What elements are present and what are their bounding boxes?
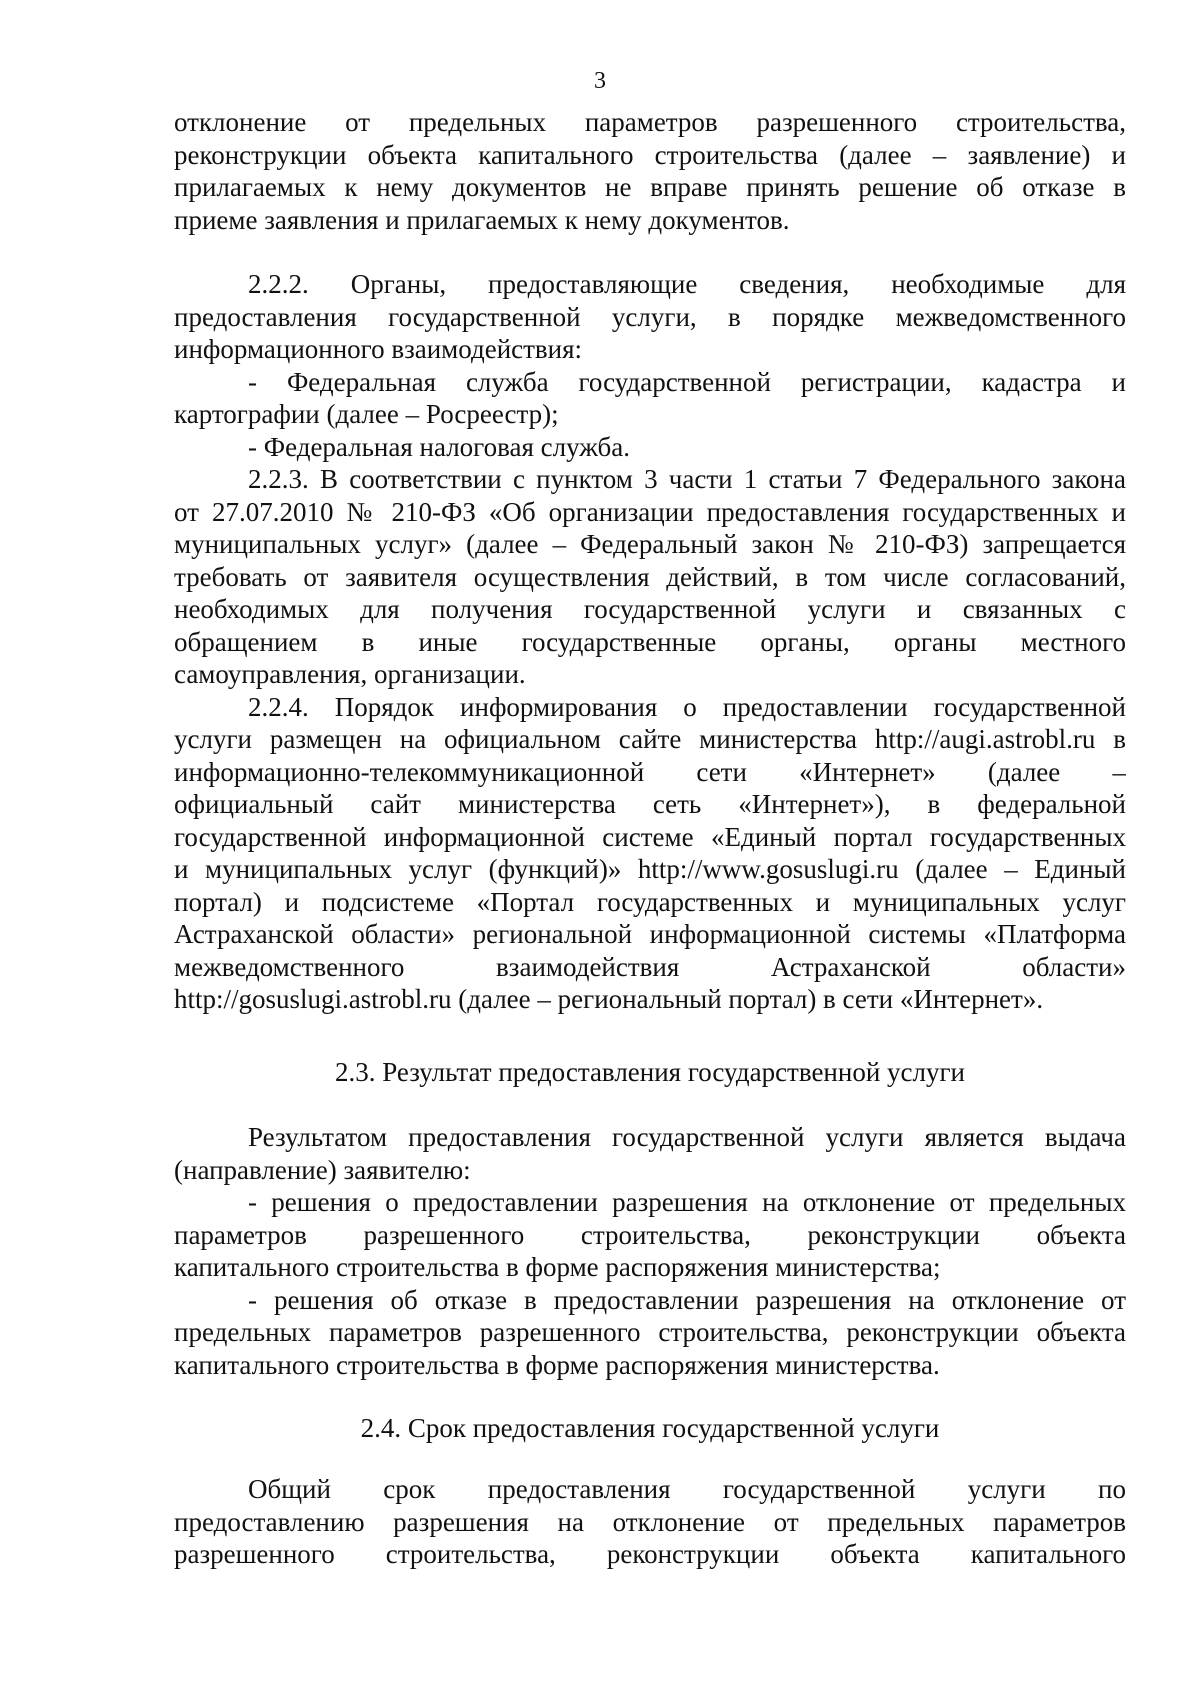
section-2-3-text [174,1121,1126,1381]
text-line: - решения о предоставлении разрешения на отклонение от предельных [248,1187,1126,1217]
text-line: Результатом предоставления государственной услуги является выдача [248,1122,1126,1152]
text-line: муниципальных услуг» (далее – Федеральный закон № 210-ФЗ) запрещается [174,529,1126,559]
text-line: приеме заявления и прилагаемых к нему документов. [174,204,790,235]
text-line: и муниципальных услуг (функций)» http://www.gosuslugi.ru (далее – Единый [174,854,1126,884]
paragraph-application-refusal [174,106,1126,236]
text-line: предоставлению разрешения на отклонение от предельных параметров [174,1506,1126,1537]
text-line: картографии (далее – Росреестр); [174,399,559,429]
text-line: услуги размещен на официальном сайте министерства http://augi.astrobl.ru в [174,724,1126,754]
text-line: государственной информационной системе «Единый портал государственных [174,821,1126,852]
section-2-2-items [174,268,1126,1016]
text-line: http://gosuslugi.astrobl.ru (далее – региональный портал) в сети «Интернет». [174,984,1044,1014]
text-line: 2.2.2. Органы, предоставляющие сведения, необходимые для [248,269,1126,299]
text-line: от 27.07.2010 № 210-ФЗ «Об организации предоставления государственных и [174,496,1126,527]
text-line: параметров разрешенного строительства, реконструкции объекта [174,1219,1126,1250]
text-line: требовать от заявителя осуществления действий, в том числе согласований, [174,561,1126,592]
text-line: Общий срок предоставления государственной услуги по [248,1474,1126,1504]
text-line: предоставления государственной услуги, в порядке межведомственного [174,301,1126,332]
text-line: информационно-телекоммуникационной сети «Интернет» (далее – [174,756,1126,787]
text-line: отклонение от предельных параметров разрешенного строительства, [174,107,1126,137]
text-line: (направление) заявителю: [174,1154,471,1185]
text-line: прилагаемых к нему документов не вправе принять решение об отказе в [174,172,1126,202]
text-line: - решения об отказе в предоставлении разрешения на отклонение от [248,1284,1126,1315]
text-line: официальный сайт министерства сеть «Интернет»), в федеральной [174,789,1126,819]
text-line: Астраханской области» региональной информационной системы «Платформа [174,919,1126,949]
text-line: необходимых для получения государственной услуги и связанных с [174,594,1126,624]
text-line: обращением в иные государственные органы, органы местного [174,626,1126,657]
text-line: предельных параметров разрешенного строительства, реконструкции объекта [174,1317,1126,1347]
text-line: портал) и подсистеме «Портал государственных и муниципальных услуг [174,886,1126,917]
section-heading-2-3: 2.3. Результат предоставления государственной услуги [334,1057,966,1087]
text-line: 2.2.3. В соответствии с пунктом 3 части 1 статьи 7 Федерального закона [248,464,1126,494]
text-line: реконструкции объекта капитального строительства (далее – заявление) и [174,139,1126,170]
text-line: разрешенного строительства, реконструкции объекта капитального [174,1539,1126,1569]
text-line: капитального строительства в форме распоряжения министерства. [174,1349,940,1380]
section-heading-2-4: 2.4. Срок предоставления государственной услуги [360,1413,940,1443]
text-line: - Федеральная служба государственной регистрации, кадастра и [248,366,1126,397]
text-line: межведомственного взаимодействия Астраханской области» [174,951,1126,982]
text-line: капитального строительства в форме распоряжения министерства; [174,1252,941,1282]
text-line: самоуправления, организации. [174,659,526,689]
text-line: информационного взаимодействия: [174,334,583,364]
text-line: 2.2.4. Порядок информирования о предоставлении государственной [248,691,1126,722]
text-line: - Федеральная налоговая служба. [248,431,630,462]
page-number: 3 [594,68,606,94]
section-2-4-text [174,1473,1126,1571]
